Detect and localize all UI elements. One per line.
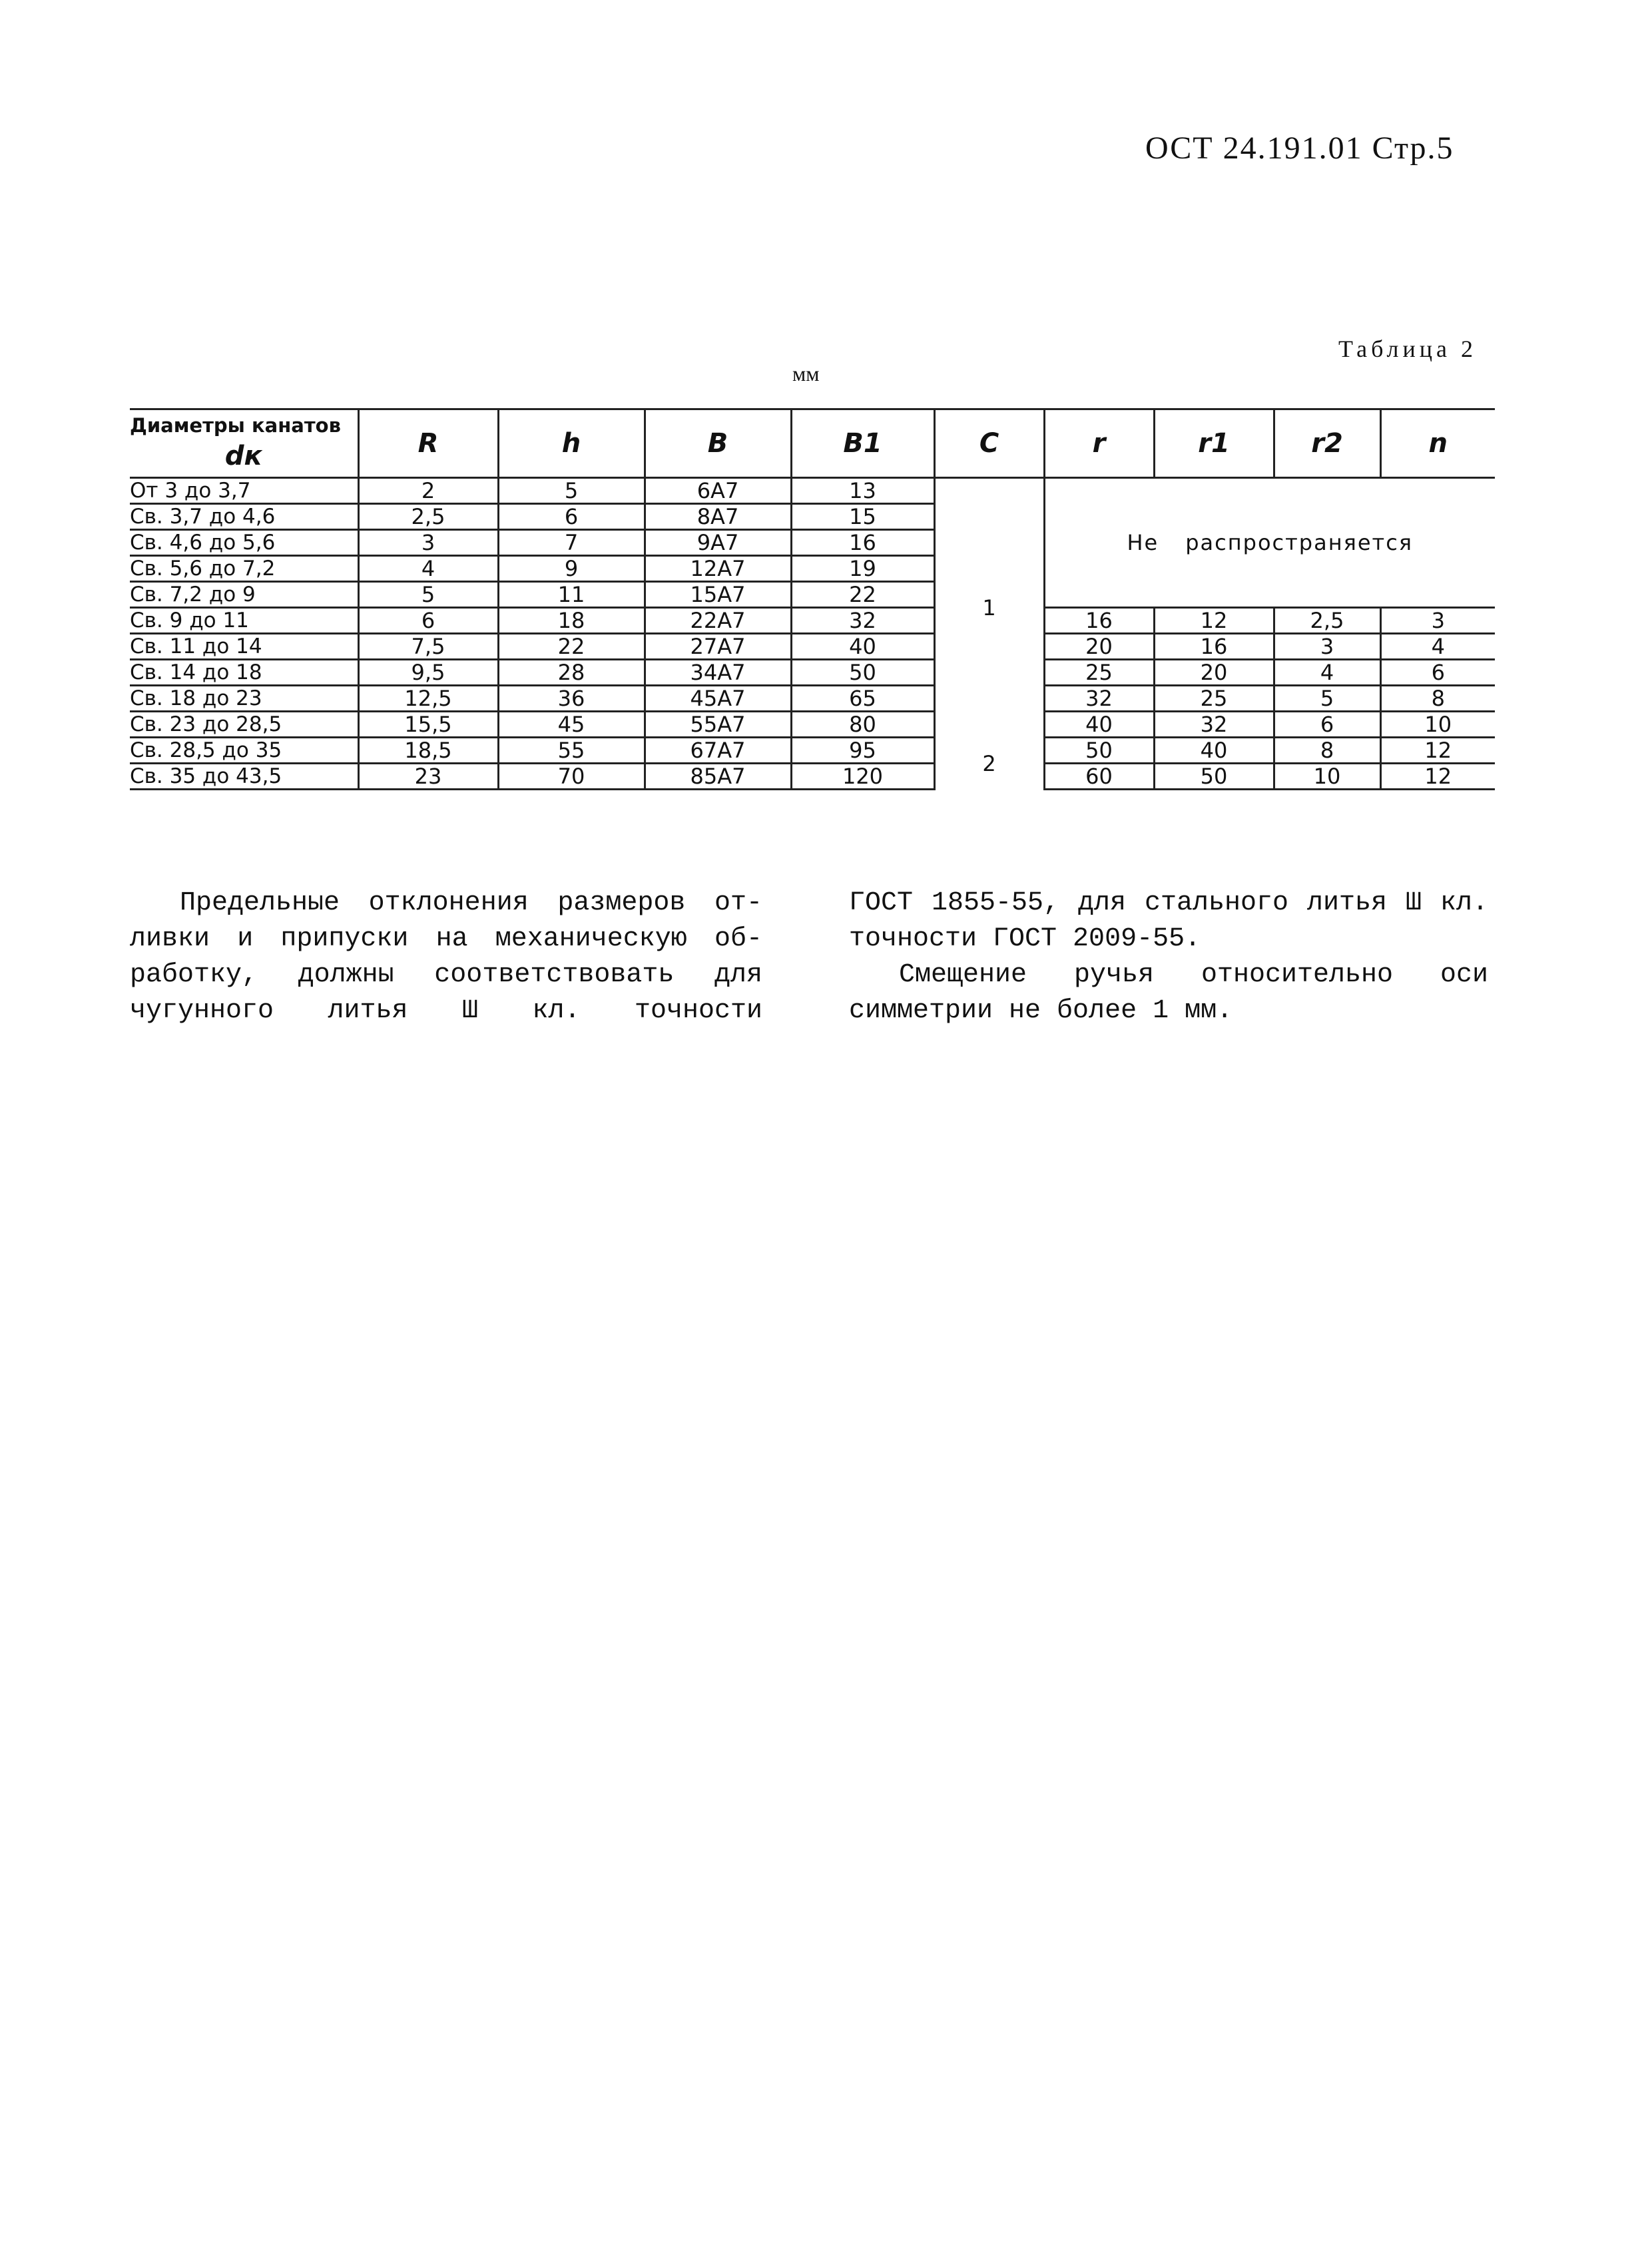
table-row: [130, 686, 1495, 712]
cell-R: 5: [358, 582, 498, 608]
cell-range: Св. 18 до 23: [130, 686, 358, 712]
table-row: [130, 764, 1495, 790]
cell-r: 60: [1044, 764, 1154, 790]
col-header-n: n: [1380, 409, 1495, 478]
col-header-r1: r1: [1154, 409, 1274, 478]
cell-range: От 3 до 3,7: [130, 478, 358, 504]
text-line: точности ГОСТ 2009-55.: [849, 924, 1201, 954]
cell-r2: 5: [1274, 686, 1380, 712]
cell-B: 9A7: [645, 530, 791, 556]
cell-R: 9,5: [358, 660, 498, 686]
cell-B: 55A7: [645, 712, 791, 738]
cell-h: 9: [498, 556, 645, 582]
table-number: Таблица 2: [1338, 336, 1477, 362]
cell-r: 40: [1044, 712, 1154, 738]
cell-B: 27A7: [645, 634, 791, 660]
col-header-B1: B1: [791, 409, 934, 478]
cell-range: Св. 4,6 до 5,6: [130, 530, 358, 556]
col-header-B: B: [645, 409, 791, 478]
table-row: [130, 608, 1495, 634]
cell-R: 3: [358, 530, 498, 556]
cell-r: 32: [1044, 686, 1154, 712]
cell-r2: 3: [1274, 634, 1380, 660]
cell-R: 23: [358, 764, 498, 790]
cell-r2: 2,5: [1274, 608, 1380, 634]
cell-r: 16: [1044, 608, 1154, 634]
cell-B1: 32: [791, 608, 934, 634]
cell-n: 3: [1380, 608, 1495, 634]
cell-B1: 80: [791, 712, 934, 738]
cell-h: 11: [498, 582, 645, 608]
cell-h: 55: [498, 738, 645, 764]
cell-R: 2: [358, 478, 498, 504]
cell-h: 6: [498, 504, 645, 530]
col-header-r2: r2: [1274, 409, 1380, 478]
cell-not-applicable: Не распространяется: [1044, 478, 1495, 608]
col-header-R: R: [358, 409, 498, 478]
cell-range: Св. 11 до 14: [130, 634, 358, 660]
cell-r1: 12: [1154, 608, 1274, 634]
cell-r2: 10: [1274, 764, 1380, 790]
col-header-diameter: Диаметры канатов dк: [130, 409, 358, 478]
cell-R: 4: [358, 556, 498, 582]
cell-B1: 40: [791, 634, 934, 660]
text-line: работку, должны соответствовать для: [130, 960, 762, 990]
table-row: [130, 660, 1495, 686]
cell-C-2: 2: [934, 738, 1044, 790]
table-row: [130, 738, 1495, 764]
cell-r: 50: [1044, 738, 1154, 764]
cell-r2: 8: [1274, 738, 1380, 764]
cell-C-merged: 1: [934, 478, 1044, 738]
cell-B: 34A7: [645, 660, 791, 686]
col-header-h: h: [498, 409, 645, 478]
cell-n: 12: [1380, 738, 1495, 764]
cell-range: Св. 5,6 до 7,2: [130, 556, 358, 582]
cell-range: Св. 14 до 18: [130, 660, 358, 686]
text-line: ГОСТ 1855-55, для стального литья Ш кл.: [849, 888, 1488, 918]
cell-h: 28: [498, 660, 645, 686]
cell-r: 20: [1044, 634, 1154, 660]
cell-r1: 50: [1154, 764, 1274, 790]
cell-range: Св. 35 до 43,5: [130, 764, 358, 790]
cell-n: 8: [1380, 686, 1495, 712]
cell-B: 8A7: [645, 504, 791, 530]
cell-r2: 4: [1274, 660, 1380, 686]
cell-range: Св. 28,5 до 35: [130, 738, 358, 764]
cell-B: 85A7: [645, 764, 791, 790]
cell-B1: 13: [791, 478, 934, 504]
cell-R: 18,5: [358, 738, 498, 764]
cell-range: Св. 7,2 до 9: [130, 582, 358, 608]
cell-h: 5: [498, 478, 645, 504]
text-line: ливки и припуски на механическую об-: [130, 924, 762, 954]
cell-B1: 15: [791, 504, 934, 530]
col-header-r: r: [1044, 409, 1154, 478]
cell-B1: 120: [791, 764, 934, 790]
cell-B1: 65: [791, 686, 934, 712]
cell-B1: 16: [791, 530, 934, 556]
text-line: симметрии не более 1 мм.: [849, 996, 1233, 1026]
text-line: Смещение ручья относительно оси: [899, 960, 1488, 990]
cell-range: Св. 23 до 28,5: [130, 712, 358, 738]
cell-B1: 50: [791, 660, 934, 686]
cell-R: 15,5: [358, 712, 498, 738]
paragraph-right: [849, 885, 1488, 1029]
cell-B: 6A7: [645, 478, 791, 504]
cell-R: 12,5: [358, 686, 498, 712]
cell-range: Св. 3,7 до 4,6: [130, 504, 358, 530]
cell-r1: 32: [1154, 712, 1274, 738]
cell-h: 7: [498, 530, 645, 556]
cell-R: 7,5: [358, 634, 498, 660]
table-row: [130, 712, 1495, 738]
cell-r1: 20: [1154, 660, 1274, 686]
cell-n: 6: [1380, 660, 1495, 686]
cell-range: Св. 9 до 11: [130, 608, 358, 634]
cell-B: 22A7: [645, 608, 791, 634]
cell-n: 4: [1380, 634, 1495, 660]
cell-r1: 25: [1154, 686, 1274, 712]
units-label: мм: [792, 362, 820, 385]
table-row: [130, 634, 1495, 660]
cell-h: 45: [498, 712, 645, 738]
table-header-row: [130, 409, 1495, 478]
text-line: Предельные отклонения размеров от-: [180, 888, 762, 918]
paragraph-left: [130, 885, 762, 1029]
dimensions-table-container: [130, 408, 1495, 790]
cell-B: 15A7: [645, 582, 791, 608]
cell-r1: 40: [1154, 738, 1274, 764]
cell-R: 2,5: [358, 504, 498, 530]
cell-B: 12A7: [645, 556, 791, 582]
cell-n: 10: [1380, 712, 1495, 738]
page-header: ОСТ 24.191.01 Стр.5: [1145, 130, 1454, 166]
cell-h: 22: [498, 634, 645, 660]
cell-h: 36: [498, 686, 645, 712]
text-line: чугунного литья Ш кл. точности: [130, 996, 762, 1026]
cell-n: 12: [1380, 764, 1495, 790]
cell-r2: 6: [1274, 712, 1380, 738]
dimensions-table: [130, 408, 1495, 790]
cell-B1: 22: [791, 582, 934, 608]
cell-B1: 19: [791, 556, 934, 582]
cell-h: 70: [498, 764, 645, 790]
cell-B: 45A7: [645, 686, 791, 712]
cell-r1: 16: [1154, 634, 1274, 660]
cell-h: 18: [498, 608, 645, 634]
col-header-C: C: [934, 409, 1044, 478]
cell-B1: 95: [791, 738, 934, 764]
table-row: [130, 478, 1495, 504]
cell-B: 67A7: [645, 738, 791, 764]
cell-R: 6: [358, 608, 498, 634]
cell-r: 25: [1044, 660, 1154, 686]
